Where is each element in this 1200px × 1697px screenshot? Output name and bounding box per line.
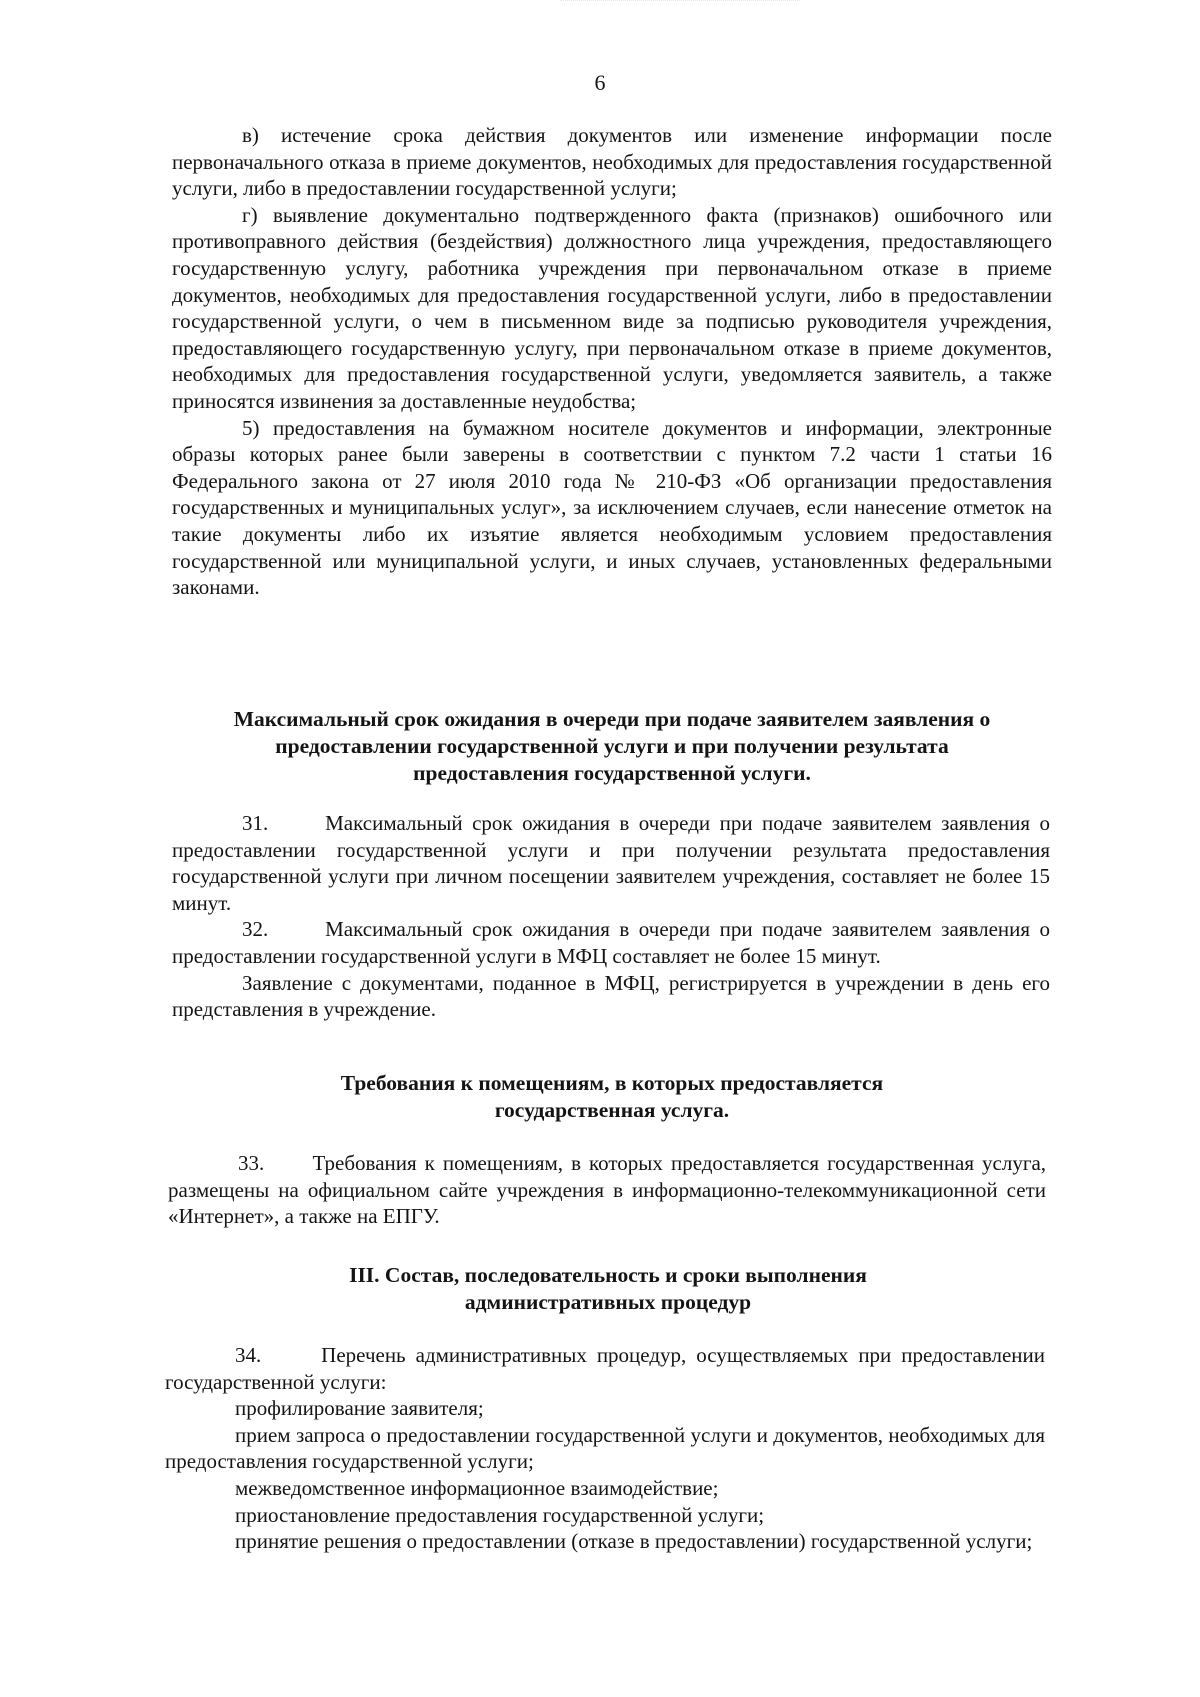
item-32-number: 32. — [242, 917, 269, 942]
heading-section-3-line1: III. Состав, последовательность и сроки выполнения — [349, 1263, 867, 1287]
heading-premises-line2: государственная услуга. — [494, 1098, 730, 1122]
heading-section-3-line2: административных процедур — [464, 1290, 752, 1314]
heading-premises — [172, 1070, 1052, 1124]
top-paragraphs — [172, 122, 1052, 601]
item-34-number: 34. — [235, 1343, 262, 1367]
items-31-32 — [172, 810, 1050, 1023]
item-31-text: Максимальный срок ожидания в очереди при подаче заявителем заявления о предоставлении государственной услуги и при получении результата предоставления государственной услуги при личном посещении заявителем учреждения, составляет не более 15 минут. — [172, 811, 1050, 915]
item-34-block — [165, 1342, 1045, 1555]
item-31 — [172, 810, 1050, 916]
item-33 — [168, 1150, 1046, 1230]
paragraph-5: 5) предоставления на бумажном носителе документов и информации, электронные образы которых ранее были заверены в соответствии с пунктом 7.2 части 1 статьи 16 Федерального закона от 27 июля 2010 года № 210-ФЗ «Об организации предоставления государственных и муниципальных услуг», за исключением случаев, если нанесение отметок на такие документы либо их изъятие является необходимым условием предоставления государственной или муниципальной услуги, и иных случаев, установленных федеральными законами. — [172, 415, 1052, 600]
page-number: 6 — [594, 70, 606, 95]
scan-artifact — [560, 0, 800, 11]
paragraph-v: в) истечение срока действия документов или изменение информации после первоначального отказа в приеме документов, необходимых для предоставления государственной услуги, либо в предоставлении государственной услуги; — [172, 123, 1052, 201]
item-34-text: Перечень административных процедур, осуществляемых при предоставлении государственной услуги: — [165, 1343, 1045, 1394]
heading-queue — [172, 706, 1052, 787]
paragraph-g: г) выявление документально подтвержденного факта (признаков) ошибочного или противоправного действия (бездействия) должностного лица учреждения, предоставляющего государственную услугу, работника учреждения при первоначальном отказе в приеме документов, необходимых для предоставления государственной услуги, либо в предоставлении государственной услуги, о чем в письменном виде за подписью руководителя учреждения, предоставляющего государственную услугу, при первоначальном отказе в приеме документов, необходимых для предоставления государственной услуги, уведомляется заявитель, а также приносятся извинения за доставленные неудобства; — [172, 202, 1052, 413]
procedure-item: приостановление предоставления государственной услуги; — [235, 1502, 765, 1527]
item-32-text: Максимальный срок ожидания в очереди при подаче заявителем заявления о предоставлении государственной услуги в МФЦ составляет не более 15 минут. — [172, 917, 1050, 968]
procedure-item: прием запроса о предоставлении государственной услуги и документов, необходимых для предоставления государственной услуги; — [165, 1422, 1045, 1474]
procedure-item: межведомственное информационное взаимодействие; — [235, 1475, 719, 1500]
item-33-block — [168, 1150, 1046, 1230]
item-33-number: 33. — [238, 1151, 265, 1175]
heading-premises-line1: Требования к помещениям, в которых предоставляется — [340, 1071, 884, 1095]
heading-queue-line2: предоставлении государственной услуги и при получении результата — [275, 734, 949, 758]
heading-queue-line1: Максимальный срок ожидания в очереди при подаче заявителем заявления о — [233, 707, 991, 731]
procedure-item: профилирование заявителя; — [235, 1396, 484, 1421]
item-32 — [172, 916, 1050, 969]
item-31-number: 31. — [242, 811, 269, 835]
heading-queue-line3: предоставления государственной услуги. — [413, 761, 811, 785]
paragraph-mfc: Заявление с документами, поданное в МФЦ, регистрируется в учреждении в день его представления в учреждение. — [172, 970, 1050, 1022]
item-34 — [165, 1342, 1045, 1395]
heading-section-3 — [168, 1262, 1048, 1316]
procedure-item: принятие решения о предоставлении (отказе в предоставлении) государственной услуги; — [235, 1529, 1033, 1554]
item-33-text: Требования к помещениям, в которых предоставляется государственная услуга, размещены на официальном сайте учреждения в информационно-телекоммуникационной сети «Интернет», а также на ЕПГУ. — [168, 1151, 1047, 1229]
